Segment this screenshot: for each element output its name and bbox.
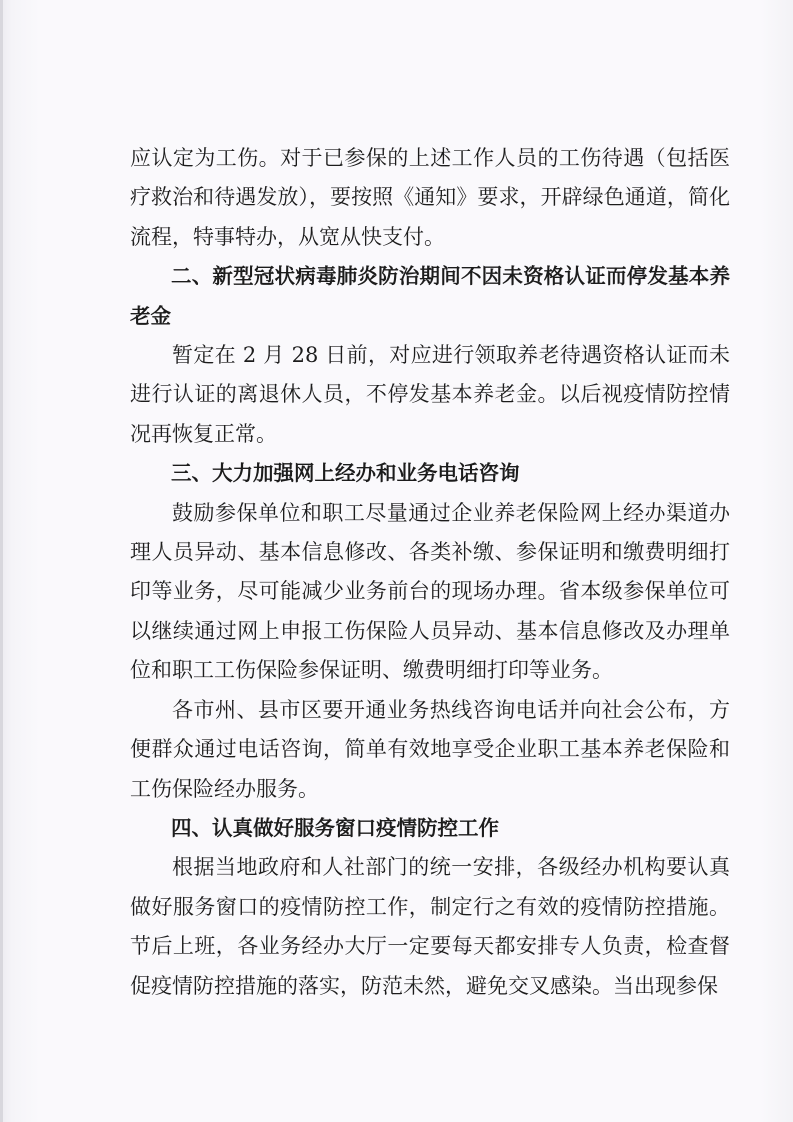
page-edge-shadow [0, 0, 3, 1122]
paragraph-hotline: 各市州、县市区要开通业务热线咨询电话并向社会公布，方便群众通过电话咨询，简单有效地享受企业职工基本养老保险和工伤保险经办服务。 [130, 697, 730, 801]
section-heading-2: 二、新型冠状病毒肺炎防治期间不因未资格认证而停发基本养老金 [130, 264, 730, 328]
paragraph-work-injury-continuation: 应认定为工伤。对于已参保的上述工作人员的工伤待遇（包括医疗救治和待遇发放），要按照《通知》要求，开辟绿色通道，简化流程，特事特办，从宽从快支付。 [130, 146, 730, 249]
document-body [130, 139, 730, 1006]
paragraph-pension-certification: 暂定在 2 月 28 日前，对应进行领取养老待遇资格认证而未进行认证的离退休人员，不停发基本养老金。以后视疫情防控情况再恢复正常。 [130, 343, 730, 446]
paragraph-window-prevention: 根据当地政府和人社部门的统一安排，各级经办机构要认真做好服务窗口的疫情防控工作，制定行之有效的疫情防控措施。节后上班，各业务经办大厅一定要每天都安排专人负责，检查督促疫情防控措施的落实，防范未然，避免交叉感染。当出现参保 [130, 855, 730, 998]
section-heading-3: 三、大力加强网上经办和业务电话咨询 [171, 461, 520, 486]
section-heading-4: 四、认真做好服务窗口疫情防控工作 [171, 815, 499, 840]
paragraph-online-services: 鼓励参保单位和职工尽量通过企业养老保险网上经办渠道办理人员异动、基本信息修改、各类补缴、参保证明和缴费明细打印等业务，尽可能减少业务前台的现场办理。省本级参保单位可以继续通过网上申报工伤保险人员异动、基本信息修改及办理单位和职工工伤保险参保证明、缴费明细打印等业务。 [130, 500, 730, 683]
